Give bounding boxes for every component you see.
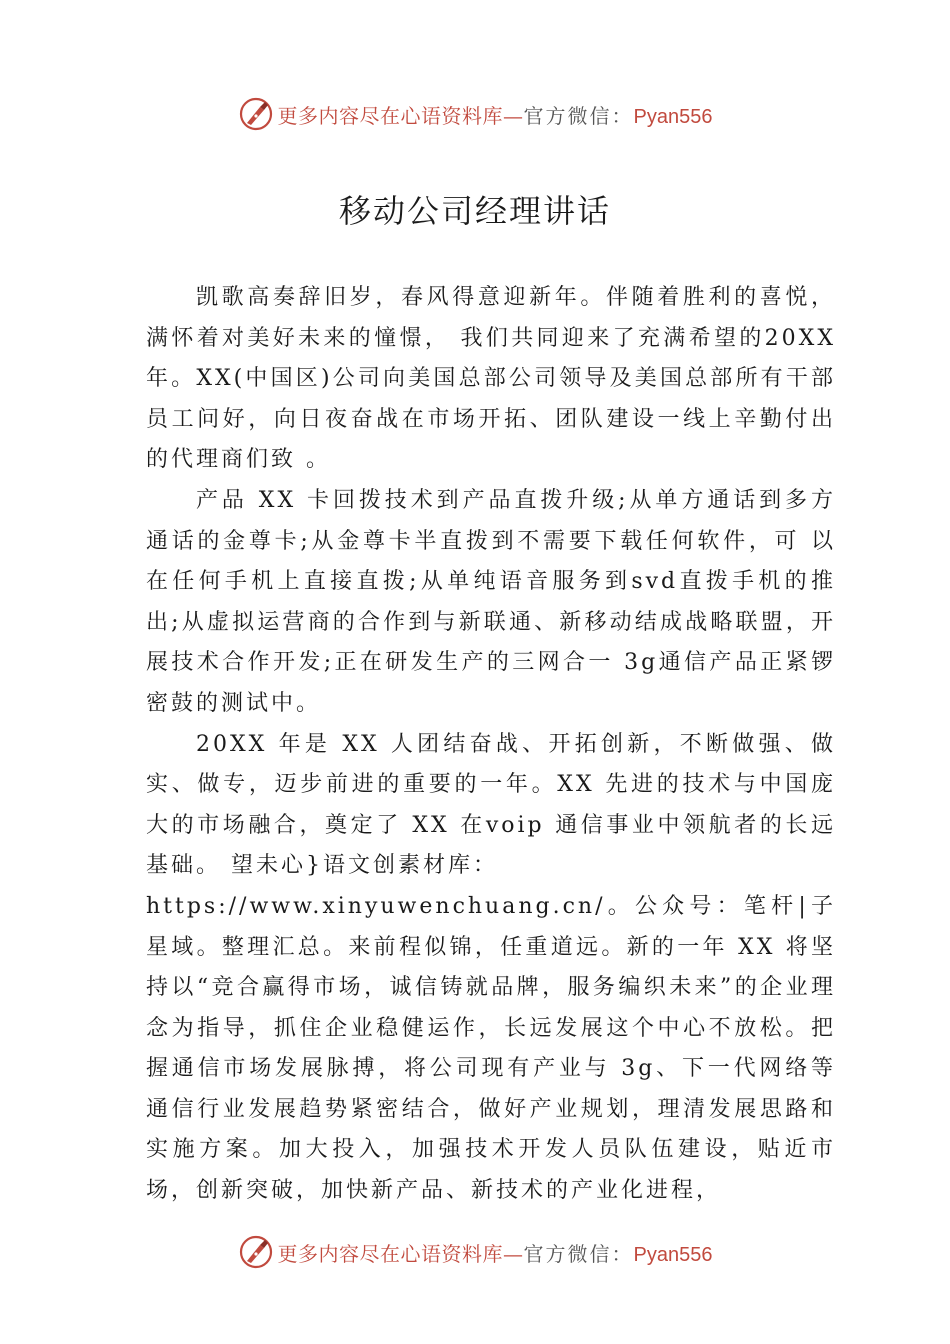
paragraph: 凯歌高奏辞旧岁，春风得意迎新年。伴随着胜利的喜悦，满怀着对美好未来的憧憬， 我们共同迎来了充满希望的20XX年。XX(中国区)公司向美国总部公司领导及美国总部所有干部员工问好，向日夜奋战在市场开拓、团队建设一线上辛勤付出的代理商们致 。 xyxy=(146,285,836,473)
pen-nib-logo-icon xyxy=(238,96,274,132)
banner-text xyxy=(278,100,713,129)
footer-banner xyxy=(0,1232,950,1272)
document-title: 移动公司经理讲话 xyxy=(338,192,611,230)
banner-wechat-account: Pyan556 xyxy=(633,105,713,128)
banner-dash: — xyxy=(503,103,524,128)
banner-text xyxy=(278,1238,713,1267)
banner-slogan: 更多内容尽在心语资料库 xyxy=(277,1241,504,1266)
banner-official-label: 官方微信： xyxy=(523,1241,634,1266)
paragraph: https://www.xinyuwenchuang.cn/。公众号：笔杆|子星域。整理汇总。来前程似锦，任重道远。新的一年 XX 将坚持以“竞合赢得市场，诚信铸就品牌，服务编织未来”的企业理念为指导，抓住企业稳健运作，长远发展这个中心不放松。把握通信市场发展脉搏，将公司现有产业与 3g、下一代网络等通信行业发展趋势紧密结合，做好产业规划，理清发展思路和实施方案。加大投入，加强技术开发人员队伍建设，贴近市场，创新突破，加快新产品、新技术的产业化进程， xyxy=(146,893,836,1204)
pen-nib-logo-icon xyxy=(238,1234,274,1270)
banner-slogan: 更多内容尽在心语资料库 xyxy=(277,103,504,128)
header-banner xyxy=(0,94,950,134)
paragraph: 20XX 年是 XX 人团结奋战、开拓创新，不断做强、做实、做专，迈步前进的重要的一年。XX 先进的技术与中国庞大的市场融合，奠定了 XX 在voip 通信事业中领航者的长远基础。 望未心}语文创素材库： xyxy=(146,731,836,879)
document-body xyxy=(146,278,836,1212)
banner-dash: — xyxy=(503,1241,524,1266)
banner-official-label: 官方微信： xyxy=(523,103,634,128)
banner-wechat-account: Pyan556 xyxy=(633,1243,713,1266)
paragraph: 产品 XX 卡回拨技术到产品直拨升级;从单方通话到多方通话的金尊卡;从金尊卡半直拨到不需要下载任何软件，可 以在任何手机上直接直拨;从单纯语音服务到svd直拨手机的推出;从虚拟运营商的合作到与新联通、新移动结成战略联盟，开展技术合作开发;正在研发生产的三网合一 3g通信产品正紧锣密鼓的测试中。 xyxy=(146,487,836,716)
